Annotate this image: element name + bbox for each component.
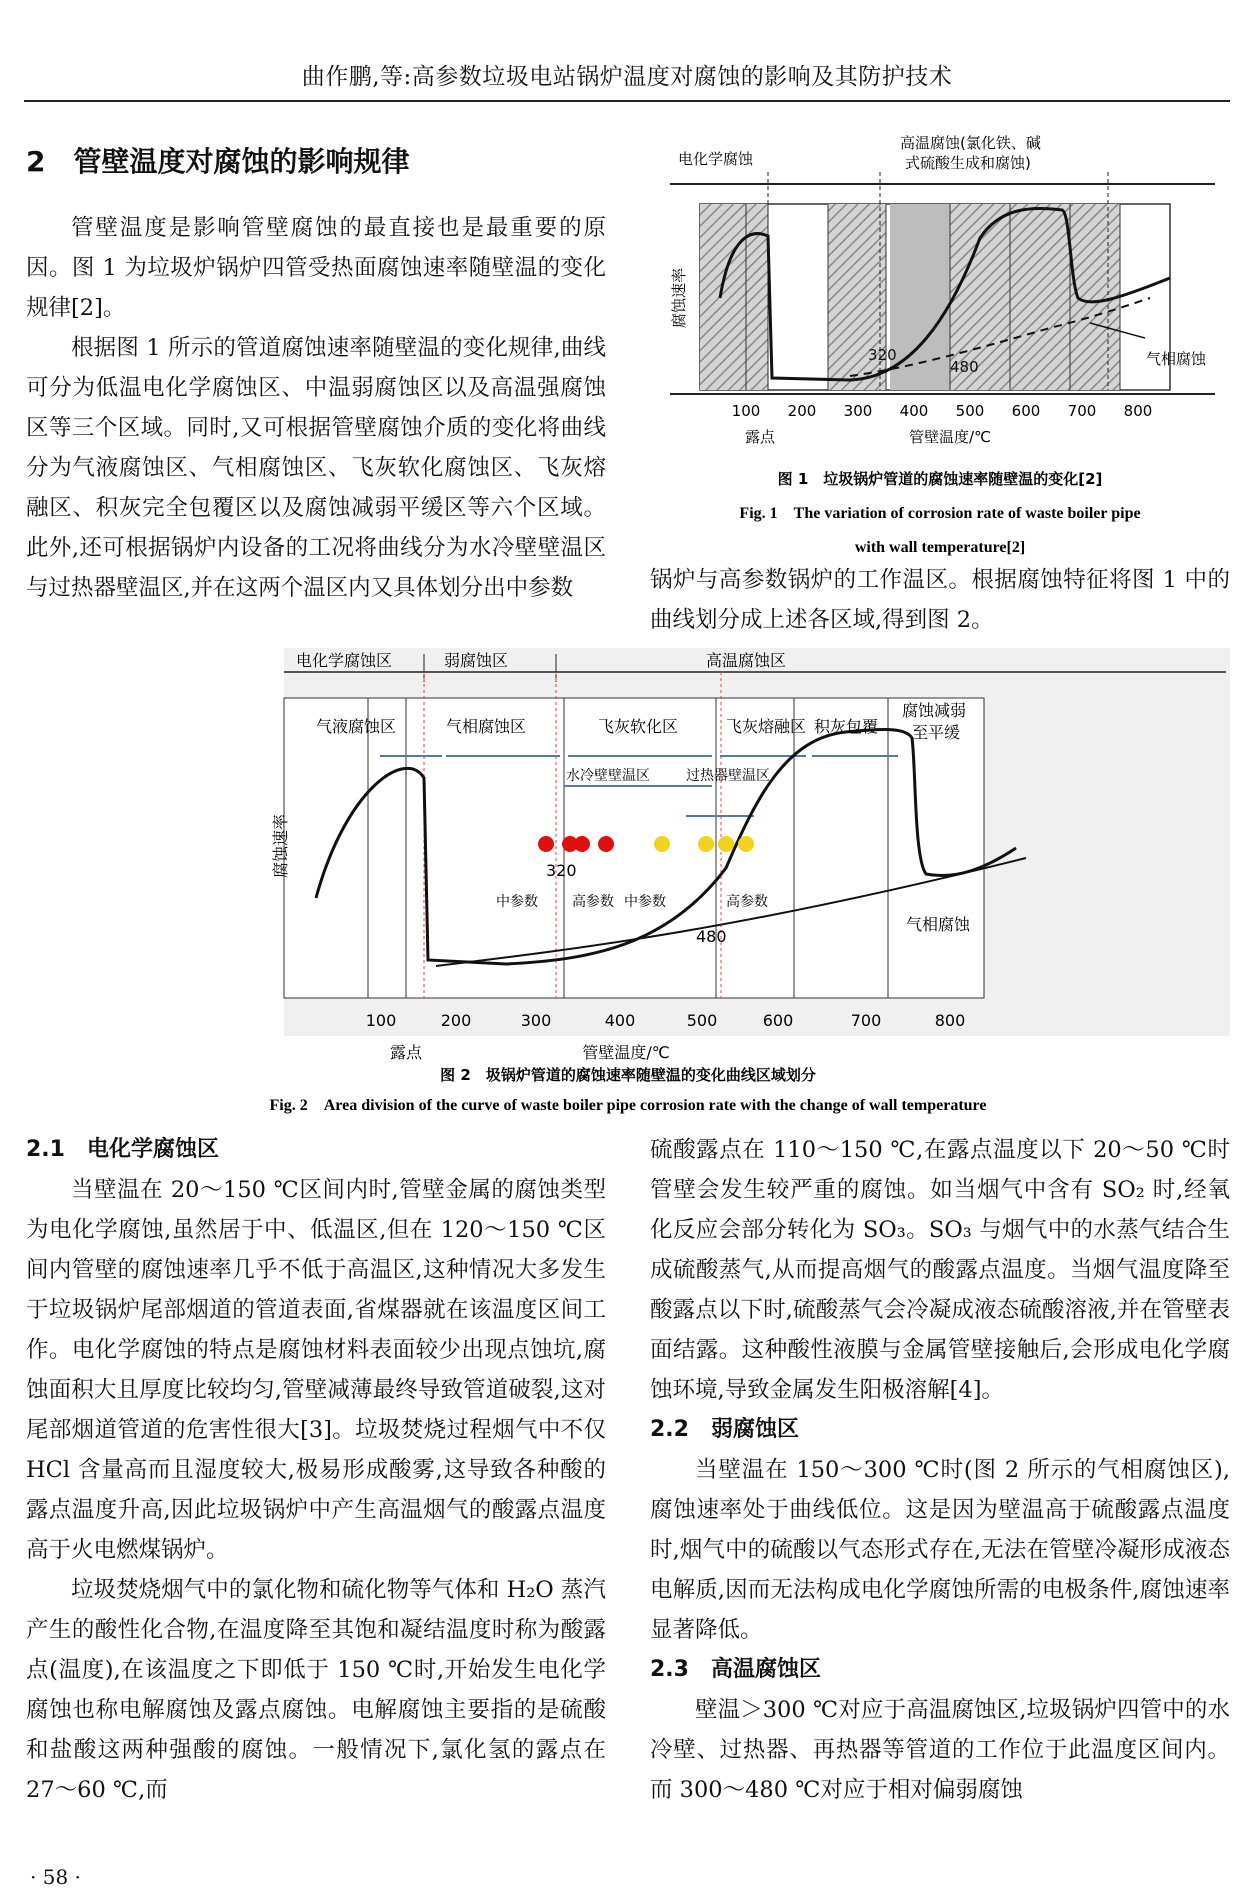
section-2-1-paragraph-1: 当壁温在 20～150 ℃区间内时,管壁金属的腐蚀类型为电化学腐蚀,虽然居于中、低温区,但在 120～150 ℃区间内管壁的腐蚀速率几乎不低于高温区,这种情况大多发生于垃圾锅炉尾部烟道的管道表面,省煤器就在该温度区间工作。电化学腐蚀的特点是腐蚀材料表面较少出现点蚀坑,腐蚀面积大且厚度比较均匀,管壁减薄最终导致管道破裂,这对尾部烟道管道的危害性很大[3]。垃圾焚烧过程烟气中不仅 HCl 含量高而且湿度较大,极易形成酸雾,这导致各种酸的露点温度升高,因此垃圾锅炉中产生高温烟气的酸露点温度高于火电燃煤锅炉。 [26,1177,606,1563]
fig1-caption-en-1: Fig. 1 The variation of corrosion rate of waste boiler pipe [739,505,1141,522]
section-2-1-title: 2.1 电化学腐蚀区 [26,1137,219,1162]
left-column-top [26,138,606,608]
right-column-bottom [650,1130,1230,1810]
fig1-xtick-500: 500 [955,402,985,420]
fig2-ylabel: 腐蚀速率 [271,813,290,878]
fig1-xtick-700: 700 [1067,402,1097,420]
fig2-zone-ash-melt: 飞灰熔融区 [726,717,807,736]
fig1-xticks [732,402,1153,420]
fig1-label-high-2: 式硫酸生成和腐蚀) [905,154,1031,172]
section-2-2-title: 2.2 弱腐蚀区 [650,1417,799,1442]
fig1-xtick-600: 600 [1011,402,1041,420]
fig1-caption-cn: 图 1 垃圾锅炉管道的腐蚀速率随壁温的变化[2] [777,470,1103,488]
section-2-2-paragraph-1: 当壁温在 150～300 ℃时(图 2 所示的气相腐蚀区),腐蚀速率处于曲线低位。这是因为壁温高于硫酸露点温度时,烟气中的硫酸以气态形式存在,无法在管壁冷凝形成液态电解质,因而无法构成电化学腐蚀所需的电极条件,腐蚀速率显著降低。 [650,1457,1230,1643]
fig2-caption-cn: 图 2 圾锅炉管道的腐蚀速率随壁温的变化曲线区域划分 [440,1066,816,1084]
section-2-1-paragraph-2: 垃圾焚烧烟气中的氯化物和硫化物等气体和 H₂O 蒸汽产生的酸性化合物,在温度降至其饱和凝结温度时称为酸露点(温度),在该温度之下即低于 150 ℃时,开始发生电化学腐蚀也称电解腐蚀及露点腐蚀。电解腐蚀主要指的是硫酸和盐酸这两种强酸的腐蚀。一般情况下,氯化氢的露点在 27～60 ℃,而 [26,1577,606,1803]
fig2-marker-super-mid-1 [654,836,670,852]
fig2-zone-gas-liquid: 气液腐蚀区 [316,717,397,736]
fig2-superheater: 过热器壁温区 [686,768,770,784]
fig1-xtick-100: 100 [731,402,761,420]
fig2-zone-weaken-2: 至平缓 [912,723,961,742]
fig1-xtick-300: 300 [843,402,873,420]
fig2-marker-water-high-2 [598,836,614,852]
fig1-label-high-1: 高温腐蚀(氯化铁、碱 [900,134,1041,152]
fig2-band-high: 高温腐蚀区 [706,651,787,670]
fig2-band-electro: 电化学腐蚀区 [296,651,393,670]
fig2-high-param-2: 高参数 [726,894,768,910]
fig2-mark-320: 320 [546,861,577,880]
section-2-1-paragraph-2-continued: 硫酸露点在 110～150 ℃,在露点温度以下 20～50 ℃时管壁会发生较严重的腐蚀。如当烟气中含有 SO₂ 时,经氧化反应会部分转化为 SO₃。SO₃ 与烟气中的水蒸气结合生成硫酸蒸气,从而提高烟气的酸露点温度。当烟气温度降至酸露点以下时,硫酸蒸气会冷凝成液态硫酸溶液,并在管壁表面结露。这种酸性液膜与金属管壁接触后,会形成电化学腐蚀环境,导致金属发生阳极溶解[4]。 [650,1137,1230,1403]
fig2-xtick-800: 800 [934,1011,966,1030]
left-column-bottom [26,1130,606,1810]
fig2-xtick-700: 700 [850,1011,882,1030]
figure-1-plot [650,128,1230,558]
section-2-3-title: 2.3 高温腐蚀区 [650,1657,821,1682]
fig2-marker-water-high-1 [574,836,590,852]
fig2-marker-water-mid-1 [538,836,554,852]
running-header: 曲作鹏,等:高参数垃圾电站锅炉温度对腐蚀的影响及其防护技术 [301,64,953,90]
section-2-paragraph-2-continued: 锅炉与高参数锅炉的工作温区。根据腐蚀特征将图 1 中的曲线划分成上述各区域,得到图 2。 [650,567,1230,633]
fig2-water-wall: 水冷壁壁温区 [566,768,650,784]
fig2-zone-weaken-1: 腐蚀减弱 [902,701,967,720]
figure-2 [26,648,1230,1118]
fig2-zone-ash-cover: 积灰包覆 [814,717,879,736]
header-rule [24,100,1230,102]
section-2-title: 2 管壁温度对腐蚀的影响规律 [26,145,410,178]
fig1-xtick-800: 800 [1123,402,1153,420]
fig2-xtick-500: 500 [686,1011,718,1030]
fig2-xtick-100: 100 [365,1011,397,1030]
fig2-mark-480: 480 [696,927,727,946]
fig2-xtick-200: 200 [440,1011,472,1030]
fig1-label-electro: 电化学腐蚀 [678,150,754,168]
fig1-xlabel: 管壁温度/℃ [909,428,991,446]
fig2-marker-super-high-2 [738,836,754,852]
fig2-xtick-300: 300 [520,1011,552,1030]
fig2-mid-param-2: 中参数 [624,894,666,910]
page-number: · 58 · [30,1865,81,1889]
fig1-gas-label: 气相腐蚀 [1146,350,1207,368]
fig1-xtick-400: 400 [899,402,929,420]
right-column-top [650,560,1230,640]
fig2-zone-gas: 气相腐蚀区 [446,717,527,736]
figure-1 [650,128,1230,558]
section-2-paragraph-1: 管壁温度是影响管壁腐蚀的最直接也是最重要的原因。图 1 为垃圾炉锅炉四管受热面腐蚀速率随壁温的变化规律[2]。 [26,215,606,321]
fig2-xlabel: 管壁温度/℃ [582,1043,670,1062]
fig1-mark-480: 480 [950,358,979,376]
fig2-dew-point: 露点 [389,1043,423,1062]
fig2-gas-label: 气相腐蚀 [906,915,971,934]
fig2-xtick-400: 400 [604,1011,636,1030]
fig2-caption-en: Fig. 2 Area division of the curve of waste boiler pipe corrosion rate with the change of wall temperature [269,1097,987,1114]
fig1-dew-point: 露点 [744,428,776,446]
section-2-paragraph-2: 根据图 1 所示的管道腐蚀速率随壁温的变化规律,曲线可分为低温电化学腐蚀区、中温弱腐蚀区以及高温强腐蚀区等三个区域。同时,又可根据管壁腐蚀介质的变化将曲线分为气液腐蚀区、气相腐蚀区、飞灰软化腐蚀区、飞灰熔融区、积灰完全包覆区以及腐蚀减弱平缓区等六个区域。此外,还可根据锅炉内设备的工况将曲线分为水冷壁壁温区与过热器壁温区,并在这两个温区内又具体划分出中参数 [26,335,606,601]
fig2-marker-super-high-1 [718,836,734,852]
fig2-marker-super-mid-2 [698,836,714,852]
fig2-mid-param-1: 中参数 [496,894,538,910]
figure-2-plot [26,648,1230,1118]
fig1-xtick-200: 200 [787,402,817,420]
section-2-3-paragraph-1: 壁温＞300 ℃对应于高温腐蚀区,垃圾锅炉四管中的水冷壁、过热器、再热器等管道的工作位于此温度区间内。而 300～480 ℃对应于相对偏弱腐蚀 [650,1697,1230,1803]
fig1-mark-320: 320 [868,346,897,364]
fig2-high-param-1: 高参数 [572,894,614,910]
fig1-caption-en-2: with wall temperature[2] [854,539,1026,556]
fig2-zone-ash-soft: 飞灰软化区 [598,717,679,736]
fig1-ylabel: 腐蚀速率 [670,267,688,328]
fig2-xtick-600: 600 [762,1011,794,1030]
fig2-band-weak: 弱腐蚀区 [444,651,509,670]
